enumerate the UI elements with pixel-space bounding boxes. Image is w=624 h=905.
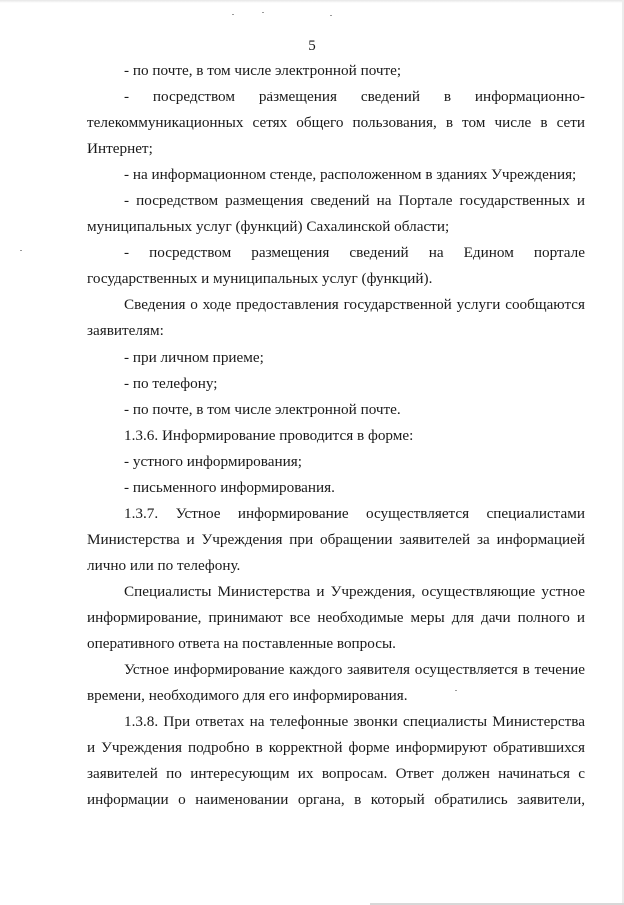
document-body	[87, 58, 585, 813]
paragraph: Сведения о ходе предоставления государственной услуги сообщаются заявителям:	[87, 296, 585, 340]
scan-speck	[20, 250, 22, 251]
paragraph: Устное информирование каждого заявителя осуществляется в течение времени, необходимого для его информирования.	[87, 661, 585, 705]
paragraph: - посредством размещения сведений на Портале государственных и муниципальных услуг (функций) Сахалинской области;	[87, 192, 585, 236]
paragraph: - посредством размещения сведений на Едином портале государственных и муниципальных услуг (функций).	[87, 244, 585, 288]
paragraph: - на информационном стенде, расположенном в зданиях Учреждения;	[124, 166, 577, 184]
paragraph: - посредством размещения сведений в информационно-телекоммуникационных сетях общего пользования, в том числе в сети Интернет;	[87, 88, 585, 158]
scan-speck	[232, 14, 234, 15]
scan-speck	[262, 12, 264, 13]
paragraph: - при личном приеме;	[124, 348, 264, 366]
paragraph: - устного информирования;	[124, 452, 302, 470]
paragraph: Специалисты Министерства и Учреждения, осуществляющие устное информирование, принимают все необходимые меры для дачи полного и оперативного ответа на поставленные вопросы.	[87, 582, 585, 653]
paragraph: 1.3.7. Устное информирование осуществляется специалистами Министерства и Учреждения при обращении заявителей за информацией лично или по телефону.	[87, 504, 585, 574]
paragraph: - письменного информирования.	[124, 478, 335, 496]
paragraph: - по почте, в том числе электронной почте.	[124, 400, 401, 418]
paragraph: - по почте, в том числе электронной почте;	[124, 62, 402, 79]
paragraph: 1.3.8. При ответах на телефонные звонки специалисты Министерства и Учреждения подробно в корректной форме информируют обратившихся заявителей по интересующим их вопросам. Ответ должен начинаться с информации о наименовании органа, в который обратились заявители,	[87, 713, 585, 809]
paragraph: - по телефону;	[124, 374, 218, 392]
scan-speck	[330, 15, 332, 16]
scan-edge-top	[0, 0, 624, 3]
page-number: 5	[308, 38, 316, 54]
paragraph: 1.3.6. Информирование проводится в форме:	[124, 426, 414, 444]
